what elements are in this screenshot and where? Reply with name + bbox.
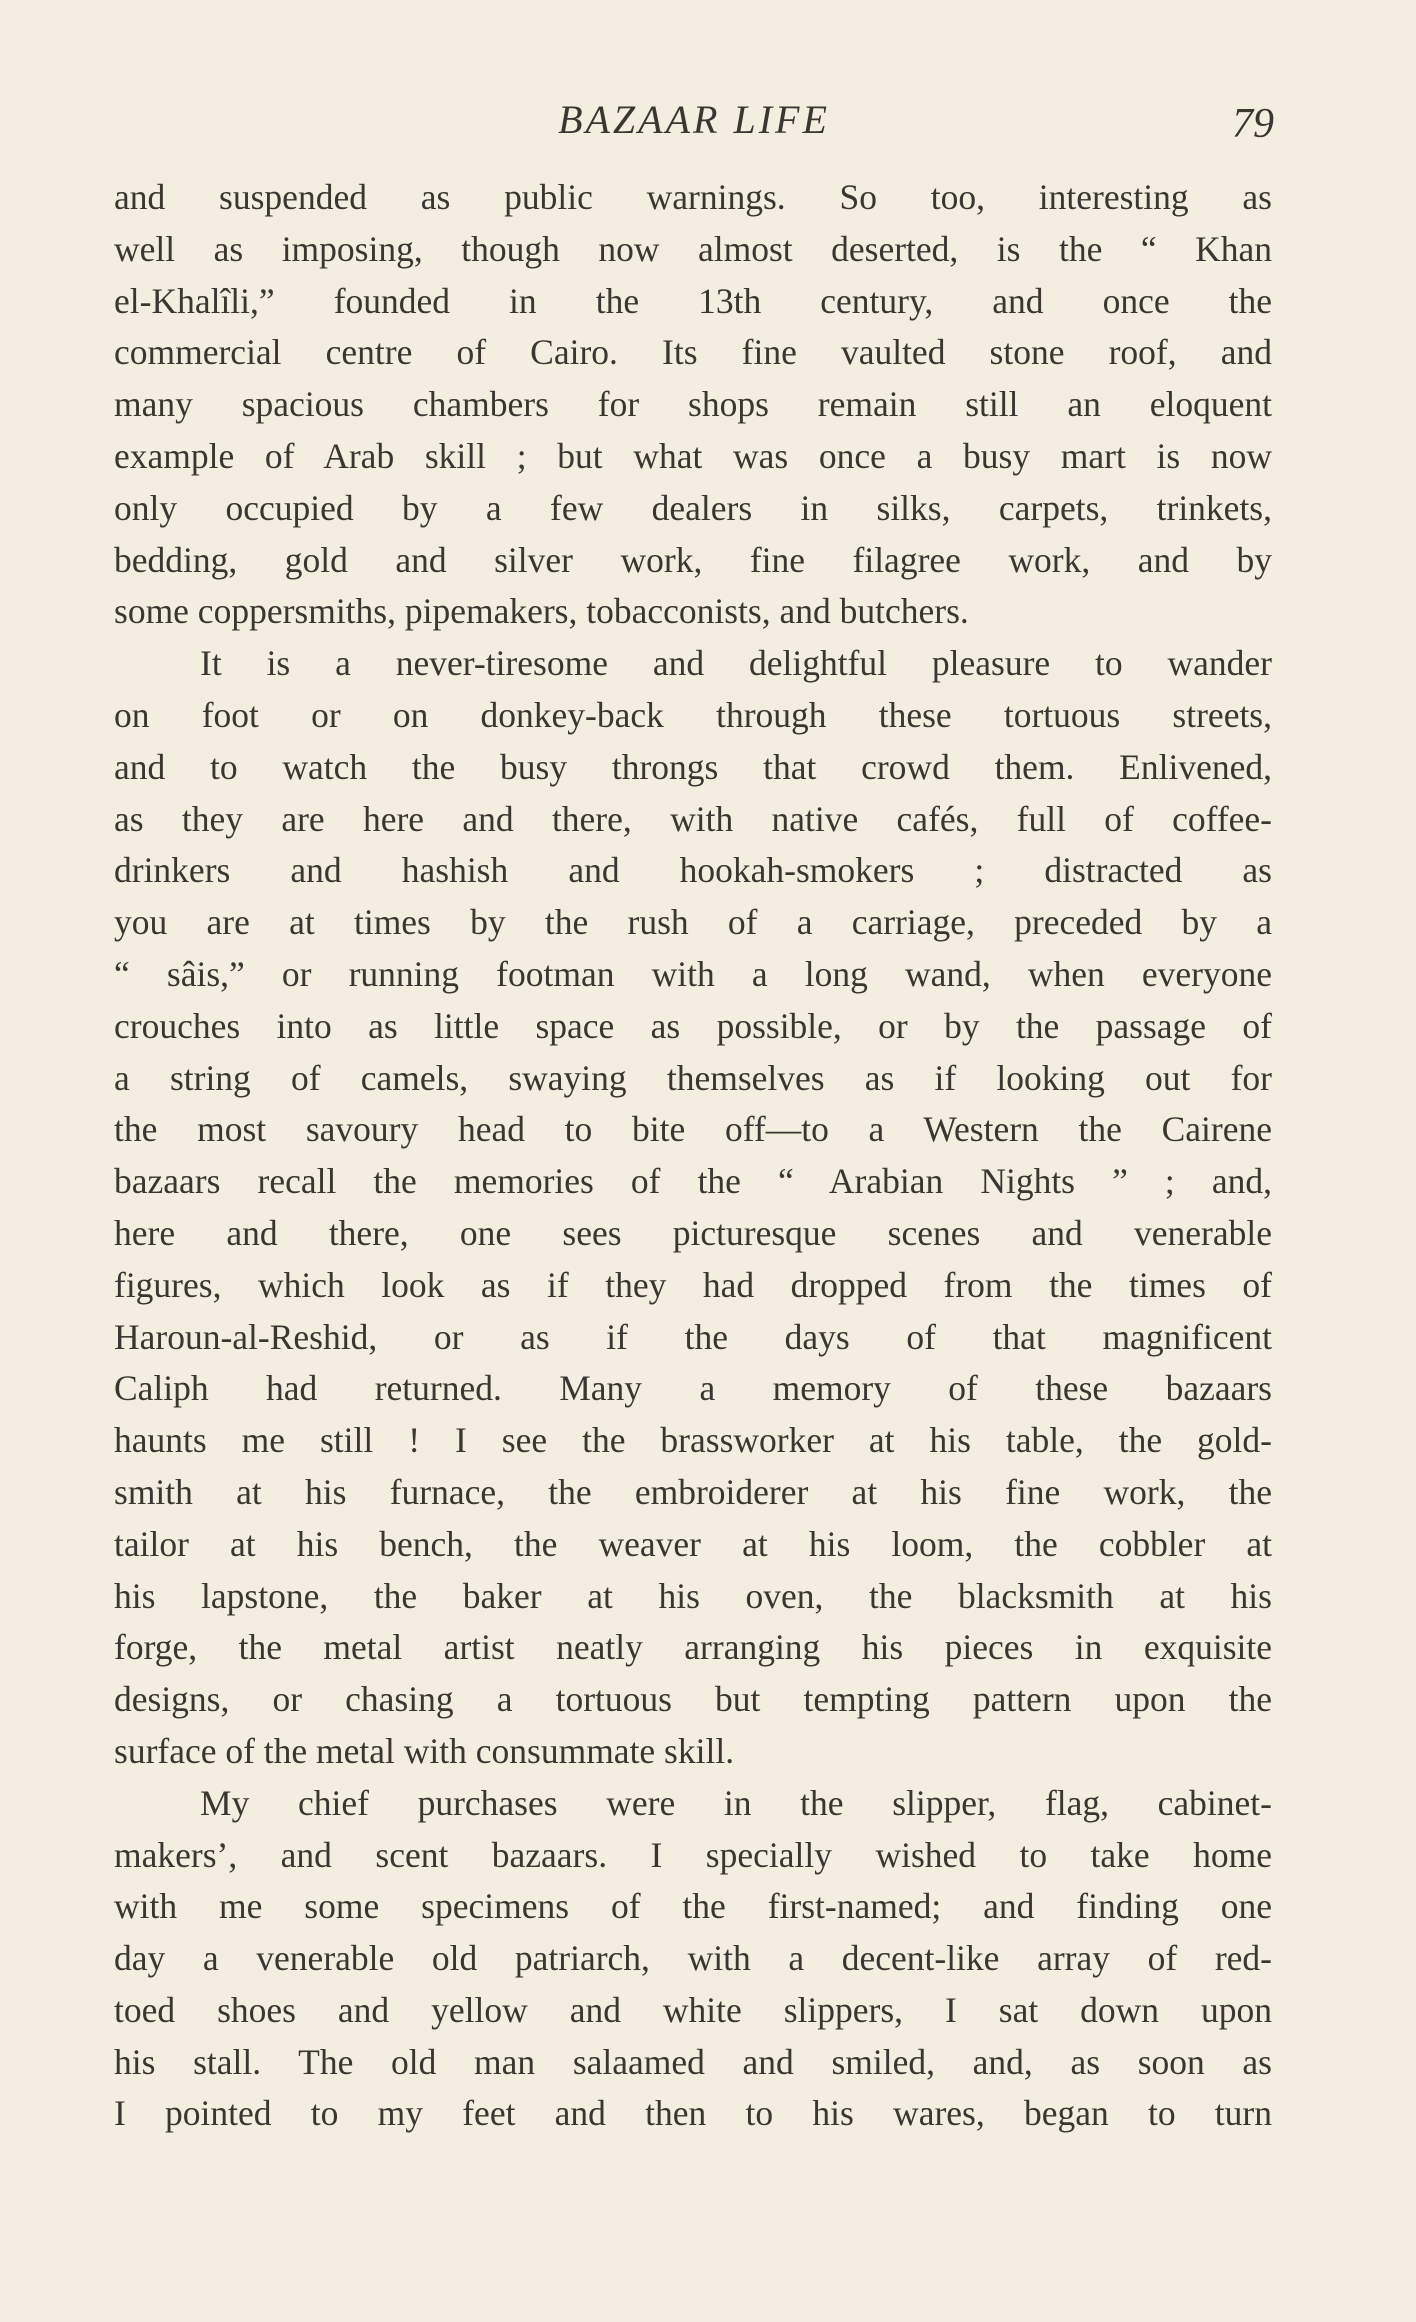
text-line: It is a never-tiresome and delightful pleasure to wander — [200, 643, 1272, 684]
text-line: My chief purchases were in the slipper, flag, cabinet- — [200, 1782, 1272, 1823]
text-line: Haroun-al-Reshid, or as if the days of that magnificent — [114, 1316, 1272, 1357]
running-title: BAZAAR LIFE — [558, 97, 830, 142]
text-line: example of Arab skill ; but what was once a busy mart is now — [114, 435, 1272, 476]
text-line: and suspended as public warnings. So too, interesting as — [114, 177, 1272, 217]
text-line: commercial centre of Cairo. Its fine vaulted stone roof, and — [114, 332, 1272, 373]
text-line: figures, which look as if they had dropped from the times of — [114, 1264, 1272, 1305]
text-line: some coppersmiths, pipemakers, tobacconists, and butchers. — [114, 591, 969, 632]
text-line: on foot or on donkey-back through these tortuous streets, — [114, 694, 1272, 735]
text-line: his stall. The old man salaamed and smiled, and, as soon as — [114, 2041, 1272, 2082]
text-line: here and there, one sees picturesque scenes and venerable — [114, 1212, 1272, 1253]
text-line: and to watch the busy throngs that crowd them. Enlivened, — [114, 746, 1272, 787]
text-line: el-Khalîli,” founded in the 13th century, and once the — [114, 280, 1272, 321]
text-line: well as imposing, though now almost deserted, is the “ Khan — [114, 228, 1272, 269]
text-line: many spacious chambers for shops remain still an eloquent — [114, 384, 1272, 425]
text-line: crouches into as little space as possible, or by the passage of — [114, 1005, 1272, 1046]
text-line: with me some specimens of the first-named; and finding one — [114, 1886, 1272, 1927]
text-line: drinkers and hashish and hookah-smokers ; distracted as — [114, 850, 1272, 891]
text-line: designs, or chasing a tortuous but tempting pattern upon the — [114, 1679, 1272, 1720]
running-head — [114, 92, 1274, 148]
text-line: his lapstone, the baker at his oven, the blacksmith at his — [114, 1575, 1272, 1616]
text-line: tailor at his bench, the weaver at his loom, the cobbler at — [114, 1523, 1272, 1564]
text-line: the most savoury head to bite off—to a Western the Cairene — [114, 1109, 1272, 1150]
text-line: bedding, gold and silver work, fine filagree work, and by — [114, 539, 1272, 580]
text-line: I pointed to my feet and then to his wares, began to turn — [114, 2093, 1272, 2134]
text-line: a string of camels, swaying themselves as if looking out for — [114, 1057, 1272, 1098]
text-line: toed shoes and yellow and white slippers, I sat down upon — [114, 1989, 1272, 2030]
text-line: day a venerable old patriarch, with a decent-like array of red- — [114, 1938, 1272, 1979]
text-line: only occupied by a few dealers in silks, carpets, trinkets, — [114, 487, 1272, 528]
page-number: 79 — [1232, 101, 1274, 147]
text-line: Caliph had returned. Many a memory of these bazaars — [114, 1368, 1272, 1409]
text-line: makers’, and scent bazaars. I specially wished to take home — [114, 1834, 1272, 1875]
body-text — [114, 172, 1272, 2140]
text-line: smith at his furnace, the embroiderer at his fine work, the — [114, 1471, 1272, 1512]
text-line: forge, the metal artist neatly arranging his pieces in exquisite — [114, 1627, 1272, 1668]
text-line: as they are here and there, with native cafés, full of coffee- — [114, 798, 1272, 839]
text-line: “ sâis,” or running footman with a long wand, when everyone — [114, 953, 1272, 994]
text-line: you are at times by the rush of a carriage, preceded by a — [114, 902, 1272, 943]
text-line: bazaars recall the memories of the “ Arabian Nights ” ; and, — [114, 1161, 1272, 1202]
text-line: surface of the metal with consummate skill. — [114, 1730, 735, 1771]
text-line: haunts me still ! I see the brassworker at his table, the gold- — [114, 1420, 1272, 1461]
